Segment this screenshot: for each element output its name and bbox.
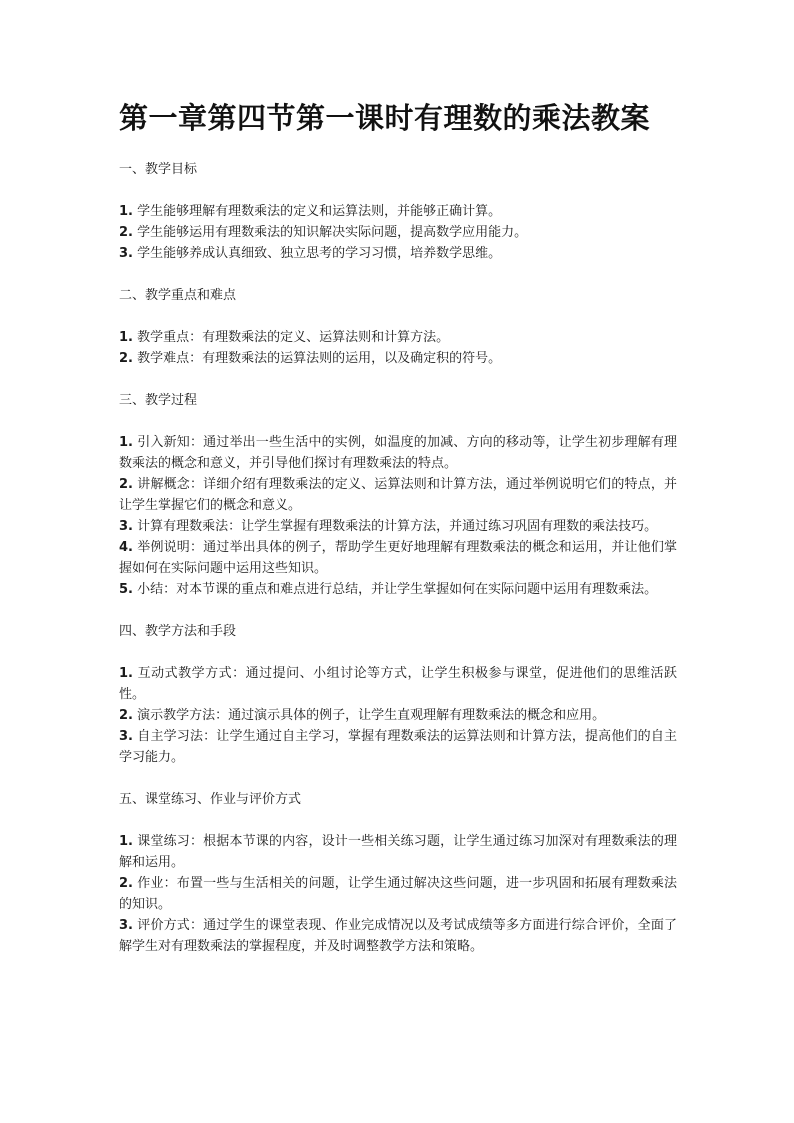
list-item bbox=[119, 831, 677, 873]
list-item bbox=[119, 243, 677, 264]
section-heading: 五、课堂练习、作业与评价方式 bbox=[119, 792, 302, 807]
item-text: 教学难点：有理数乘法的运算法则的运用，以及确定积的符号。 bbox=[132, 351, 502, 366]
list-item bbox=[119, 432, 677, 474]
list-item bbox=[119, 348, 677, 369]
section-heading: 三、教学过程 bbox=[119, 393, 198, 408]
item-number: 1. bbox=[119, 330, 133, 345]
item-number: 3. bbox=[119, 729, 133, 744]
item-text: 举例说明：通过举出具体的例子，帮助学生更好地理解有理数乘法的概念和运用，并让他们掌握如何在实际问题中运用这些知识。 bbox=[119, 540, 677, 576]
item-text: 作业：布置一些与生活相关的问题，让学生通过解决这些问题，进一步巩固和拓展有理数乘法的知识。 bbox=[119, 876, 677, 912]
list-item bbox=[119, 663, 677, 705]
item-text: 课堂练习：根据本节课的内容，设计一些相关练习题，让学生通过练习加深对有理数乘法的理解和运用。 bbox=[119, 834, 677, 870]
item-text: 演示教学方法：通过演示具体的例子，让学生直观理解有理数乘法的概念和应用。 bbox=[132, 708, 606, 723]
item-text: 教学重点：有理数乘法的定义、运算法则和计算方法。 bbox=[132, 330, 450, 345]
item-number: 4. bbox=[119, 540, 133, 555]
section-practice-and-evaluation bbox=[119, 789, 677, 957]
item-text: 学生能够理解有理数乘法的定义和运算法则，并能够正确计算。 bbox=[132, 204, 502, 219]
list-item bbox=[119, 873, 677, 915]
item-text: 学生能够运用有理数乘法的知识解决实际问题，提高数学应用能力。 bbox=[132, 225, 528, 240]
item-number: 1. bbox=[119, 204, 133, 219]
list-item bbox=[119, 726, 677, 768]
item-number: 1. bbox=[119, 435, 133, 450]
item-text: 讲解概念：详细介绍有理数乘法的定义、运算法则和计算方法，通过举例说明它们的特点，并让学生掌握它们的概念和意义。 bbox=[119, 477, 677, 513]
list-item bbox=[119, 201, 677, 222]
item-text: 小结：对本节课的重点和难点进行总结，并让学生掌握如何在实际问题中运用有理数乘法。 bbox=[132, 582, 658, 597]
section-heading: 四、教学方法和手段 bbox=[119, 624, 237, 639]
item-text: 计算有理数乘法：让学生掌握有理数乘法的计算方法，并通过练习巩固有理数的乘法技巧。 bbox=[132, 519, 658, 534]
section-teaching-process bbox=[119, 390, 677, 600]
list-item bbox=[119, 327, 677, 348]
item-number: 1. bbox=[119, 834, 133, 849]
list-item bbox=[119, 222, 677, 243]
list-item bbox=[119, 705, 677, 726]
document-title: 第一章第四节第一课时有理数的乘法教案 bbox=[119, 101, 651, 135]
list-item bbox=[119, 579, 677, 600]
item-number: 3. bbox=[119, 918, 133, 933]
item-number: 2. bbox=[119, 351, 133, 366]
section-heading: 二、教学重点和难点 bbox=[119, 288, 237, 303]
section-heading: 一、教学目标 bbox=[119, 162, 198, 177]
item-number: 2. bbox=[119, 876, 133, 891]
item-number: 3. bbox=[119, 519, 133, 534]
item-text: 引入新知：通过举出一些生活中的实例，如温度的加减、方向的移动等，让学生初步理解有理数乘法的概念和意义，并引导他们探讨有理数乘法的特点。 bbox=[119, 435, 677, 471]
item-number: 2. bbox=[119, 225, 133, 240]
section-teaching-methods bbox=[119, 621, 677, 768]
section-key-points bbox=[119, 285, 677, 369]
item-number: 2. bbox=[119, 477, 133, 492]
list-item bbox=[119, 915, 677, 957]
section-teaching-objectives bbox=[119, 159, 677, 264]
item-number: 1. bbox=[119, 666, 133, 681]
item-number: 5. bbox=[119, 582, 133, 597]
list-item bbox=[119, 537, 677, 579]
item-text: 自主学习法：让学生通过自主学习，掌握有理数乘法的运算法则和计算方法，提高他们的自主学习能力。 bbox=[119, 729, 677, 765]
document-body bbox=[119, 159, 677, 978]
list-item bbox=[119, 474, 677, 516]
item-number: 2. bbox=[119, 708, 133, 723]
item-number: 3. bbox=[119, 246, 133, 261]
item-text: 互动式教学方式：通过提问、小组讨论等方式，让学生积极参与课堂，促进他们的思维活跃性。 bbox=[119, 666, 677, 702]
item-text: 评价方式：通过学生的课堂表现、作业完成情况以及考试成绩等多方面进行综合评价，全面了解学生对有理数乘法的掌握程度，并及时调整教学方法和策略。 bbox=[119, 918, 677, 954]
list-item bbox=[119, 516, 677, 537]
item-text: 学生能够养成认真细致、独立思考的学习习惯，培养数学思维。 bbox=[132, 246, 502, 261]
